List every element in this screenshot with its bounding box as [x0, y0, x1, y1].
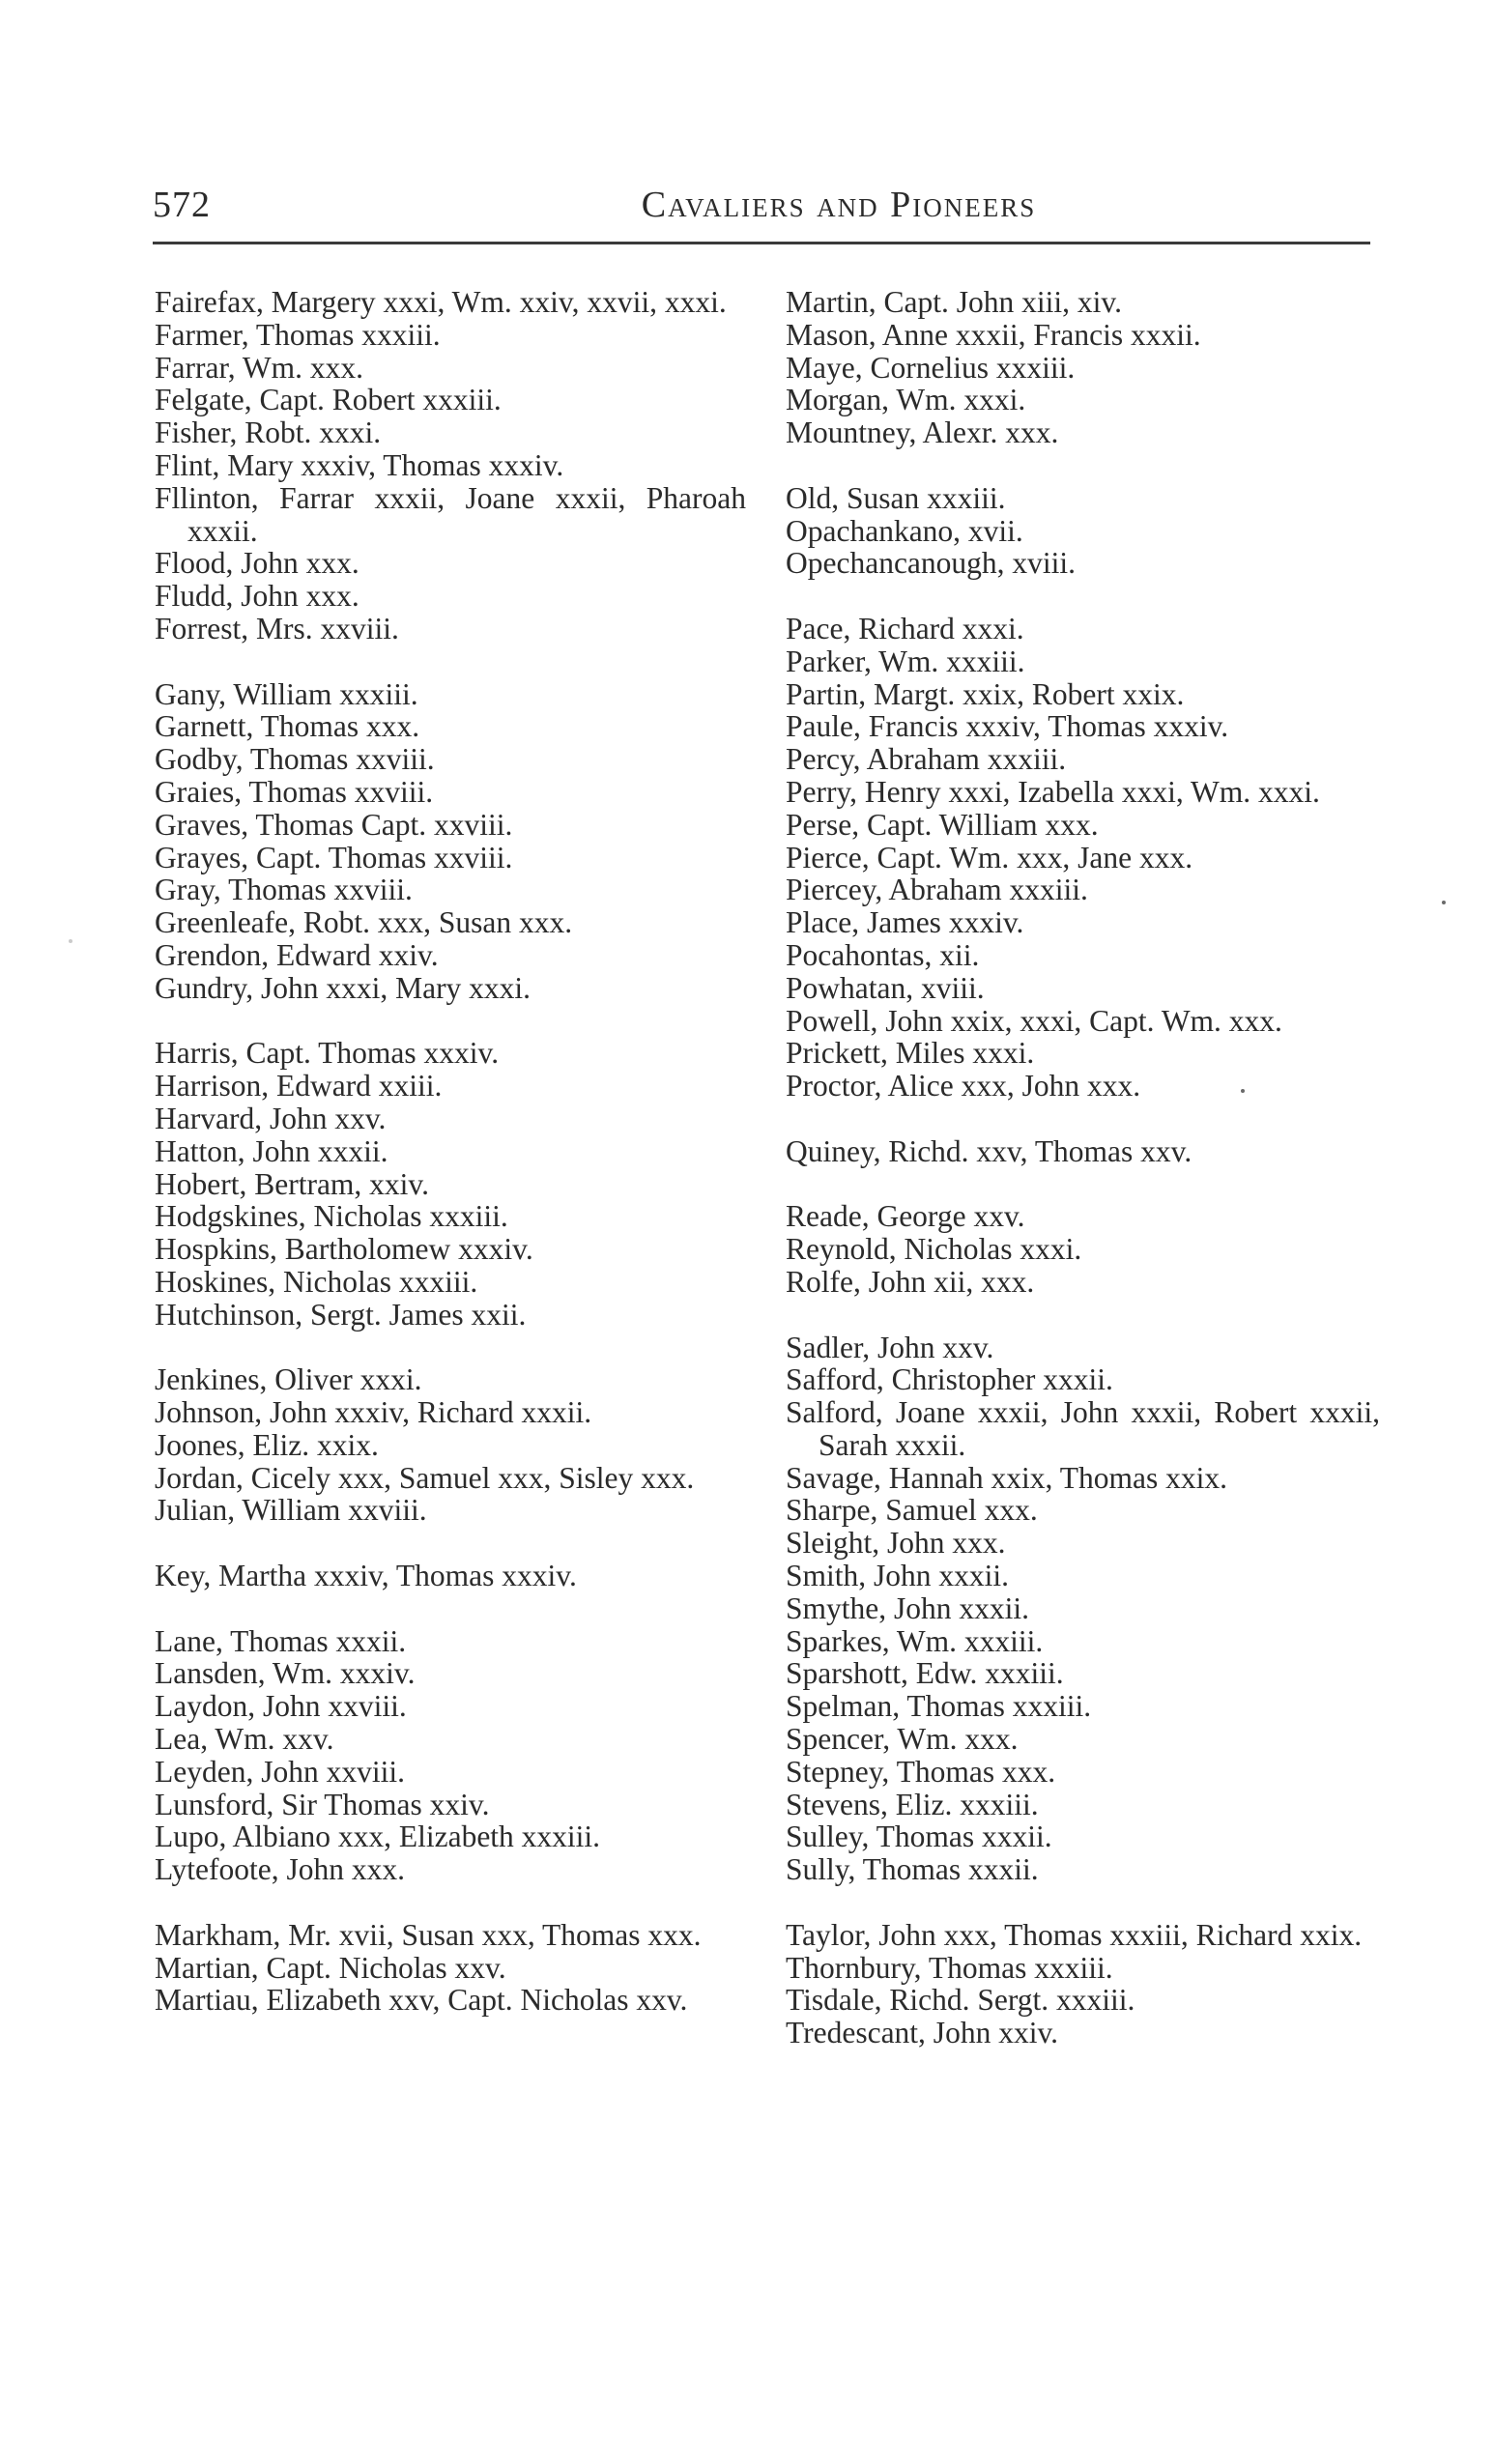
- index-group-f: [155, 286, 746, 645]
- index-entry: Lansden, Wm. xxxiv.: [155, 1656, 416, 1691]
- index-entry: Prickett, Miles xxxi.: [786, 1036, 1035, 1071]
- index-group-g: [155, 678, 746, 1005]
- index-entry: Johnson, John xxxiv, Richard xxxii.: [155, 1395, 592, 1430]
- index-entry: Godby, Thomas xxviii.: [155, 742, 435, 777]
- index-entry: Grayes, Capt. Thomas xxviii.: [155, 840, 513, 874]
- index-group-m-continued: [786, 286, 1380, 449]
- index-entry: Garnett, Thomas xxx.: [155, 709, 420, 744]
- index-group-h: [155, 1037, 746, 1331]
- index-entry: Savage, Hannah xxix, Thomas xxix.: [786, 1460, 1227, 1495]
- index-group-q: [786, 1135, 1380, 1168]
- index-entry: Harvard, John xxv.: [155, 1101, 387, 1135]
- index-entry: Mason, Anne xxxii, Francis xxxii.: [786, 317, 1201, 352]
- index-entry: Markham, Mr. xvii, Susan xxx, Thomas xxx.: [155, 1917, 702, 1952]
- index-entry: Fllinton, Farrar xxxii, Joane xxxii, Pharoah xxxii.: [155, 480, 746, 548]
- index-entry: Tredescant, John xxiv.: [786, 2016, 1059, 2050]
- index-group-t: [786, 1919, 1380, 2049]
- index-entry: Flint, Mary xxxiv, Thomas xxxiv.: [155, 447, 564, 482]
- index-entry: Hobert, Bertram, xxiv.: [155, 1166, 430, 1201]
- index-entry: Julian, William xxviii.: [155, 1493, 427, 1528]
- index-entry: Sulley, Thomas xxxii.: [786, 1819, 1052, 1854]
- index-entry: Place, James xxxiv.: [786, 905, 1024, 940]
- index-entry: Pace, Richard xxxi.: [786, 611, 1024, 645]
- index-entry: Lytefoote, John xxx.: [155, 1852, 405, 1887]
- index-entry: Farrar, Wm. xxx.: [155, 350, 363, 385]
- index-column-left: [155, 286, 746, 2017]
- index-entry: Leyden, John xxviii.: [155, 1754, 405, 1789]
- index-entry: Reade, George xxv.: [786, 1199, 1025, 1234]
- index-entry: Spelman, Thomas xxxiii.: [786, 1689, 1092, 1724]
- page-number: 572: [153, 185, 211, 225]
- index-entry: Spencer, Wm. xxx.: [786, 1722, 1019, 1757]
- index-column-right: [786, 286, 1380, 2049]
- index-entry: Laydon, John xxviii.: [155, 1689, 407, 1724]
- index-group-o: [786, 482, 1380, 580]
- index-entry: Proctor, Alice xxx, John xxx.: [786, 1069, 1141, 1103]
- index-entry: Martiau, Elizabeth xxv, Capt. Nicholas xxv.: [155, 1983, 688, 2018]
- index-entry: Pierce, Capt. Wm. xxx, Jane xxx.: [786, 840, 1193, 874]
- index-entry: Lane, Thomas xxxii.: [155, 1623, 407, 1658]
- index-entry: Opachankano, xvii.: [786, 513, 1023, 548]
- header-rule: [153, 242, 1370, 244]
- index-entry: Hodgskines, Nicholas xxxiii.: [155, 1199, 508, 1234]
- index-entry: Partin, Margt. xxix, Robert xxix.: [786, 676, 1185, 711]
- index-entry: Fludd, John xxx.: [155, 579, 359, 614]
- index-entry: Gundry, John xxxi, Mary xxxi.: [155, 970, 532, 1005]
- index-entry: Jordan, Cicely xxx, Samuel xxx, Sisley xxx.: [155, 1460, 695, 1495]
- index-entry: Lea, Wm. xxv.: [155, 1722, 334, 1757]
- index-entry: Powell, John xxix, xxxi, Capt. Wm. xxx.: [786, 1003, 1282, 1038]
- index-entry: Stepney, Thomas xxx.: [786, 1754, 1056, 1789]
- index-entry: Martin, Capt. John xiii, xiv.: [786, 285, 1122, 319]
- index-entry: Powhatan, xviii.: [786, 970, 985, 1005]
- index-entry: Hospkins, Bartholomew xxxiv.: [155, 1232, 533, 1267]
- index-entry: Flood, John xxx.: [155, 546, 359, 581]
- index-entry: Farmer, Thomas xxxiii.: [155, 317, 441, 352]
- index-entry: Fairefax, Margery xxxi, Wm. xxiv, xxvii, xxxi.: [155, 285, 727, 319]
- index-entry: Sparkes, Wm. xxxiii.: [786, 1623, 1044, 1658]
- index-entry: Hutchinson, Sergt. James xxii.: [155, 1297, 527, 1332]
- index-group-r: [786, 1200, 1380, 1298]
- index-entry: Sleight, John xxx.: [786, 1526, 1006, 1561]
- index-entry: Graies, Thomas xxviii.: [155, 774, 434, 809]
- index-entry: Greenleafe, Robt. xxx, Susan xxx.: [155, 905, 573, 940]
- index-entry: Parker, Wm. xxxiii.: [786, 644, 1025, 678]
- index-entry: Smith, John xxxii.: [786, 1559, 1010, 1593]
- index-entry: Lupo, Albiano xxx, Elizabeth xxxiii.: [155, 1819, 601, 1854]
- index-entry: Percy, Abraham xxxiii.: [786, 742, 1067, 777]
- index-entry: Lunsford, Sir Thomas xxiv.: [155, 1787, 490, 1821]
- index-entry: Taylor, John xxx, Thomas xxxiii, Richard xxix.: [786, 1917, 1363, 1952]
- paper-speck: [1442, 901, 1446, 904]
- index-entry: Sully, Thomas xxxii.: [786, 1852, 1039, 1887]
- index-group-l: [155, 1625, 746, 1886]
- index-entry: Opechancanough, xviii.: [786, 546, 1077, 581]
- index-entry: Grendon, Edward xxiv.: [155, 937, 439, 972]
- index-group-k: [155, 1560, 746, 1592]
- index-entry: Hoskines, Nicholas xxxiii.: [155, 1264, 478, 1299]
- index-entry: Jenkines, Oliver xxxi.: [155, 1362, 422, 1397]
- index-entry: Gray, Thomas xxviii.: [155, 873, 413, 907]
- index-entry: Gany, William xxxiii.: [155, 676, 418, 711]
- index-entry: Graves, Thomas Capt. xxviii.: [155, 807, 513, 842]
- index-entry: Perse, Capt. William xxx.: [786, 807, 1099, 842]
- index-entry: Tisdale, Richd. Sergt. xxxiii.: [786, 1983, 1135, 2018]
- index-entry: Sadler, John xxv.: [786, 1330, 994, 1364]
- index-entry: Paule, Francis xxxiv, Thomas xxxiv.: [786, 709, 1229, 744]
- index-group-m: [155, 1919, 746, 2017]
- index-entry: Joones, Eliz. xxix.: [155, 1427, 379, 1462]
- index-entry: Smythe, John xxxii.: [786, 1590, 1030, 1625]
- index-entry: Sparshott, Edw. xxxiii.: [786, 1656, 1064, 1691]
- index-entry: Piercey, Abraham xxxiii.: [786, 873, 1088, 907]
- index-group-j: [155, 1363, 746, 1527]
- index-entry: Safford, Christopher xxxii.: [786, 1362, 1113, 1397]
- index-entry: Harris, Capt. Thomas xxxiv.: [155, 1036, 500, 1071]
- running-head: Cavaliers and Pioneers: [641, 185, 1037, 225]
- index-entry: Harrison, Edward xxiii.: [155, 1069, 443, 1103]
- index-entry: Stevens, Eliz. xxxiii.: [786, 1787, 1039, 1821]
- index-entry: Fisher, Robt. xxxi.: [155, 415, 382, 450]
- index-entry: Rolfe, John xii, xxx.: [786, 1264, 1035, 1299]
- index-entry: Salford, Joane xxxii, John xxxii, Robert xxxii, Sarah xxxii.: [786, 1395, 1380, 1462]
- index-entry: Perry, Henry xxxi, Izabella xxxi, Wm. xxxi.: [786, 774, 1320, 809]
- index-group-s: [786, 1332, 1380, 1887]
- index-group-p: [786, 613, 1380, 1103]
- paper-speck: [1241, 1089, 1245, 1093]
- index-entry: Pocahontas, xii.: [786, 937, 980, 972]
- index-entry: Quiney, Richd. xxv, Thomas xxv.: [786, 1133, 1192, 1168]
- paper-speck: [69, 939, 72, 943]
- index-entry: Key, Martha xxxiv, Thomas xxxiv.: [155, 1559, 577, 1593]
- index-entry: Reynold, Nicholas xxxi.: [786, 1232, 1082, 1267]
- index-entry: Martian, Capt. Nicholas xxv.: [155, 1950, 506, 1985]
- index-entry: Thornbury, Thomas xxxiii.: [786, 1950, 1113, 1985]
- index-entry: Felgate, Capt. Robert xxxiii.: [155, 383, 502, 417]
- index-entry: Maye, Cornelius xxxiii.: [786, 350, 1076, 385]
- index-entry: Hatton, John xxxii.: [155, 1133, 388, 1168]
- index-entry: Sharpe, Samuel xxx.: [786, 1493, 1038, 1528]
- index-entry: Mountney, Alexr. xxx.: [786, 415, 1059, 450]
- page-header: [153, 184, 1370, 242]
- index-entry: Old, Susan xxxiii.: [786, 480, 1006, 515]
- index-entry: Forrest, Mrs. xxviii.: [155, 611, 399, 645]
- index-entry: Morgan, Wm. xxxi.: [786, 383, 1026, 417]
